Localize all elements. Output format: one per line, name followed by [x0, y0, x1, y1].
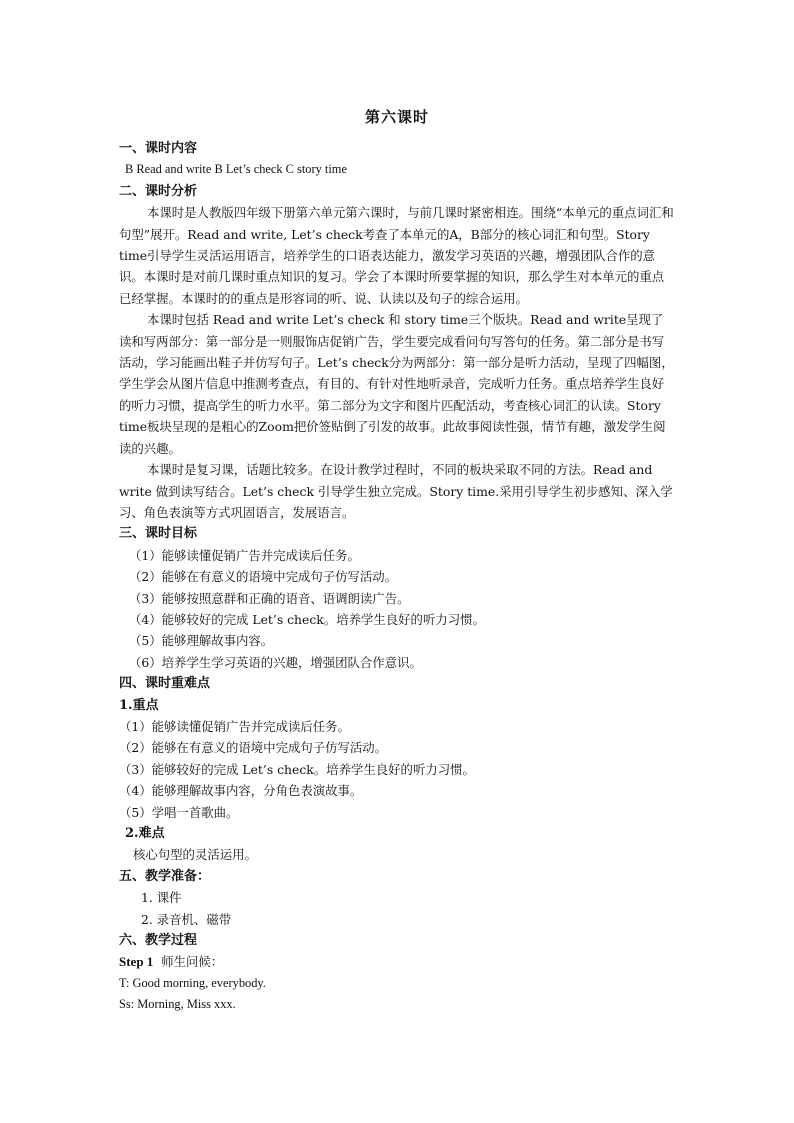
- list-item: （4）能够理解故事内容，分角色表演故事。: [119, 783, 363, 799]
- paragraph: 本课时包括 Read and write Let’s check 和 story time三个版块。Read and write呈现了读和写两部分：第一部分是一则服饰店促销广告，学生要完成看问句写答句的任务。第二部分是书写活动，学习能画出鞋子并仿写句子。Let’s check分为两部分：第一部分是听力活动，呈现了四幅图，学生学会从图片信息中推测考查点，有目的、有针对性地听录音，完成听力任务。重点培养学生良好的听力习惯，提高学生的听力水平。第二部分为文字和图片匹配活动，考查核心词汇的认读。Story time板块呈现的是粗心的Zoom把价签贴倒了引发的故事。此故事阅读性强，情节有趣，激发学生阅读的兴趣。: [119, 312, 674, 456]
- subsection-heading: 1.重点: [119, 697, 159, 713]
- section-heading: 六、教学过程: [119, 933, 198, 949]
- list-item: （5）学唱一首歌曲。: [119, 804, 239, 820]
- section-heading: 五、教学准备：: [119, 868, 211, 884]
- step-text: 师生问候：: [161, 954, 224, 970]
- list-item: （3）能够较好的完成 Let’s check。培养学生良好的听力习惯。: [119, 761, 475, 777]
- step-label: Step 1: [119, 954, 154, 970]
- paragraph: B Read and write B Let’s check C story time: [125, 162, 347, 177]
- section-heading: 一、课时内容: [119, 141, 198, 156]
- paragraph: 本课时是复习课，话题比较多。在设计教学过程时，不同的板块采取不同的方法。Read and write 做到读写结合。Let’s check 引导学生独立完成。Story time.采用引导学生初步感知、深入学习、角色表演等方式巩固语言，发展语言。: [119, 462, 673, 520]
- page-title: 第六课时: [364, 108, 429, 126]
- step-line: [119, 951, 675, 972]
- paragraph: 本课时是人教版四年级下册第六单元第六课时，与前几课时紧密相连。围绕“本单元的重点词汇和句型”展开。Read and write, Let’s check考查了本单元的A，B部分的核心词汇和句型。Story time引导学生灵活运用语言，培养学生的口语表达能力，激发学习英语的兴趣，增强团队合作的意识。本课时是对前几课时重点知识的复习。学会了本课时所要掌握的知识，那么学生对本单元的重点已经掌握。本课时的的重点是形容词的听、说、认读以及句子的综合运用。: [119, 205, 674, 306]
- section-heading: 二、课时分析: [119, 183, 198, 199]
- list-item: （5）能够理解故事内容。: [129, 633, 274, 649]
- section-heading: 三、课时目标: [119, 526, 198, 542]
- document-body: [119, 138, 675, 1016]
- dialogue-line: Ss: Morning, Miss xxx.: [119, 997, 236, 1012]
- list-item: 2. 录音机、磁带: [141, 911, 232, 927]
- list-item: （1）能够读懂促销广告并完成读后任务。: [129, 547, 360, 563]
- section-heading: 四、课时重难点: [119, 676, 211, 692]
- list-item: 1. 课件: [141, 890, 182, 906]
- dialogue-line: T: Good morning, everybody.: [119, 975, 266, 990]
- list-item: （2）能够在有意义的语境中完成句子仿写活动。: [129, 569, 398, 585]
- list-item: （1）能够读懂促销广告并完成读后任务。: [119, 718, 350, 734]
- list-item: （2）能够在有意义的语境中完成句子仿写活动。: [119, 740, 388, 756]
- list-item: （6）培养学生学习英语的兴趣，增强团队合作意识。: [129, 654, 422, 670]
- list-item: （4）能够较好的完成 Let’s check。培养学生良好的听力习惯。: [129, 611, 485, 627]
- subsection-heading: 2.难点: [125, 826, 165, 841]
- paragraph: 核心句型的灵活运用。: [133, 847, 257, 863]
- list-item: （3）能够按照意群和正确的语音、语调朗读广告。: [129, 590, 410, 606]
